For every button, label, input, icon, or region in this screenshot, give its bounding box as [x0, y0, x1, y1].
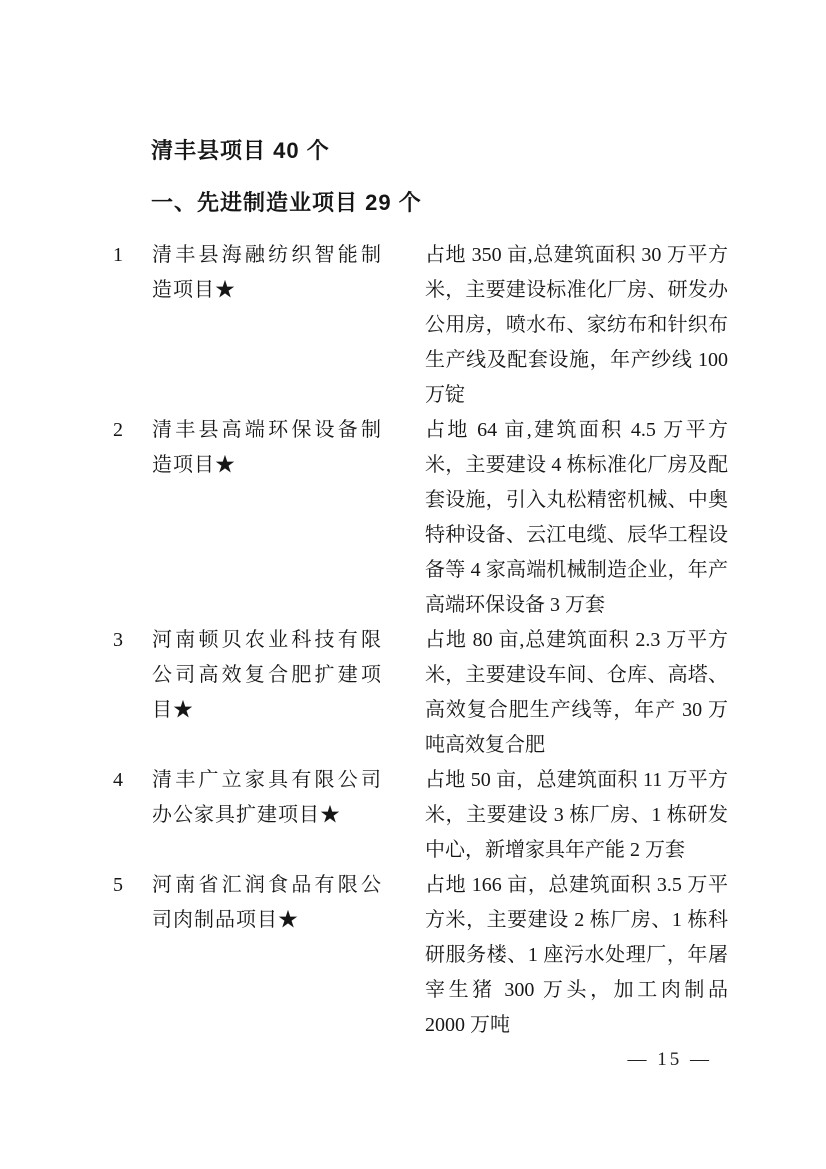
- project-number: 4: [113, 769, 123, 791]
- project-row: [113, 868, 728, 1043]
- project-name: 清丰县高端环保设备制造项目★: [152, 419, 382, 476]
- project-description: 占地 80 亩,总建筑面积 2.3 万平方米，主要建设车间、仓库、高塔、高效复合肥生产线等，年产 30 万吨高效复合肥: [425, 629, 728, 756]
- project-name: 河南顿贝农业科技有限公司高效复合肥扩建项目★: [152, 629, 382, 721]
- project-description: 占地 50 亩，总建筑面积 11 万平方米，主要建设 3 栋厂房、1 栋研发中心，新增家具年产能 2 万套: [425, 769, 728, 861]
- project-row: [113, 623, 728, 763]
- project-row: [113, 413, 728, 623]
- project-description: 占地 350 亩,总建筑面积 30 万平方米，主要建设标准化厂房、研发办公用房，喷水布、家纺布和针织布生产线及配套设施，年产纱线 100 万锭: [425, 244, 728, 406]
- project-name: 清丰广立家具有限公司办公家具扩建项目★: [152, 769, 382, 826]
- section-heading: 一、先进制造业项目 29 个: [151, 190, 422, 215]
- project-number: 1: [113, 244, 123, 266]
- project-row: [113, 763, 728, 868]
- project-row: [113, 238, 728, 413]
- project-name: 清丰县海融纺织智能制造项目★: [152, 244, 382, 301]
- project-name: 河南省汇润食品有限公司肉制品项目★: [152, 874, 382, 931]
- project-number: 5: [113, 874, 123, 896]
- project-list: [113, 238, 728, 1043]
- project-number: 2: [113, 419, 123, 441]
- project-number: 3: [113, 629, 123, 651]
- project-description: 占地 64 亩,建筑面积 4.5 万平方米，主要建设 4 栋标准化厂房及配套设施，引入丸松精密机械、中奥特种设备、云江电缆、辰华工程设备等 4 家高端机械制造企业，年产高端环保设备 3 万套: [425, 419, 728, 616]
- project-description: 占地 166 亩，总建筑面积 3.5 万平方米，主要建设 2 栋厂房、1 栋科研服务楼、1 座污水处理厂，年屠宰生猪 300 万头，加工肉制品 2000 万吨: [425, 874, 728, 1036]
- page-number: — 15 —: [627, 1049, 712, 1070]
- page-content: [113, 138, 728, 1043]
- document-title: 清丰县项目 40 个: [151, 138, 330, 163]
